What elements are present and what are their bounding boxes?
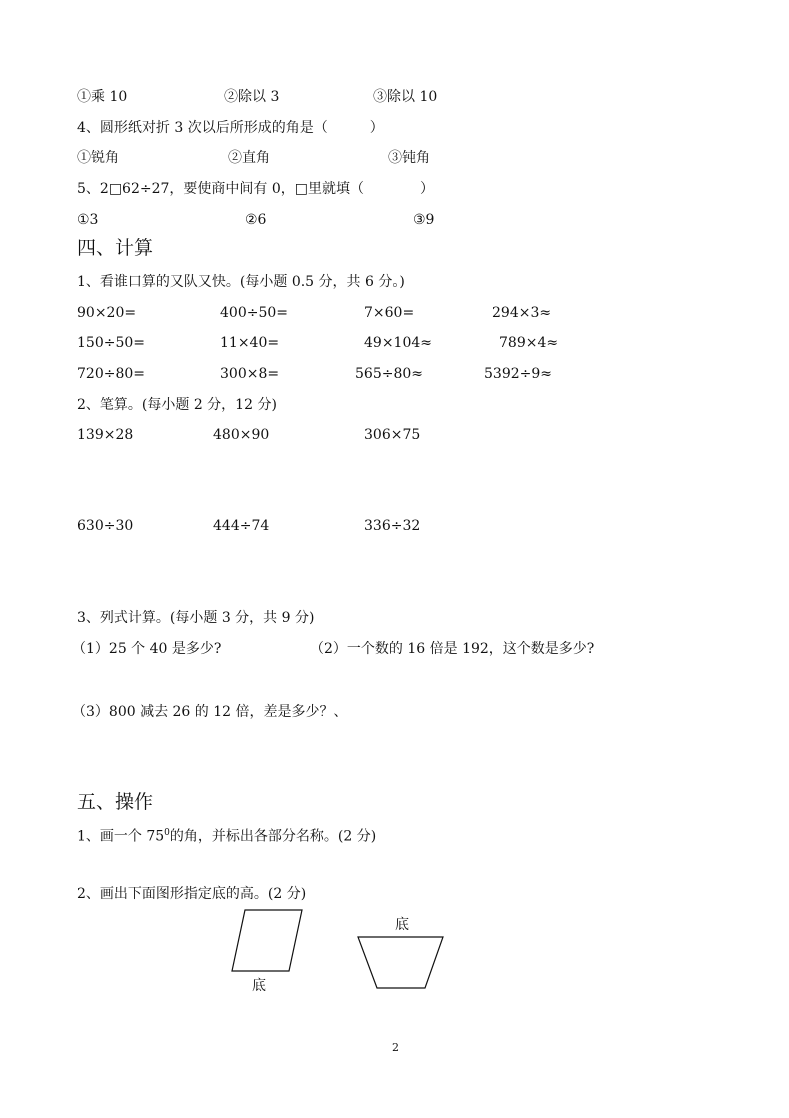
oral-item: 90×20=	[77, 305, 137, 321]
oral-item: 11×40=	[220, 335, 280, 351]
formula-problem-1: （1）25 个 40 是多少?	[72, 641, 222, 657]
q4-option-1: ①锐角	[77, 150, 119, 166]
oral-item: 300×8=	[220, 366, 280, 382]
section-title-calculation: 四、计算	[77, 237, 154, 259]
oral-item: 720÷80=	[77, 366, 145, 382]
option-1: ①乘 10	[77, 89, 128, 105]
q4-option-3: ③钝角	[388, 150, 430, 166]
written-item: 139×28	[77, 427, 134, 443]
written-calc-title: 2、笔算。(每小题 2 分，12 分)	[77, 397, 277, 413]
formula-calc-title: 3、列式计算。(每小题 3 分，共 9 分)	[77, 610, 315, 626]
option-3: ③除以 10	[373, 89, 438, 105]
oral-item: 5392÷9≈	[484, 366, 552, 382]
trapezoid	[358, 937, 443, 988]
oral-item: 565÷80≈	[355, 366, 423, 382]
written-item: 480×90	[213, 427, 270, 443]
page-number: 2	[392, 1041, 399, 1054]
oral-item: 7×60=	[364, 305, 415, 321]
question-4: 4、圆形纸对折 3 次以后所形成的角是（ ）	[77, 120, 384, 136]
q5-option-1: ①3	[77, 212, 99, 228]
oral-item: 789×4≈	[499, 335, 559, 351]
oral-item: 400÷50=	[220, 305, 288, 321]
operation-question-1: 1、画一个 $75^0$的角，并标出各部分名称。(2 分)	[77, 828, 377, 845]
degree-mark: 0	[164, 828, 170, 838]
oral-calc-title: 1、看谁口算的又队又快。(每小题 0.5 分，共 6 分。)	[77, 274, 405, 290]
written-item: 444÷74	[213, 518, 270, 534]
q4-option-2: ②直角	[228, 150, 270, 166]
oral-item: 150÷50=	[77, 335, 145, 351]
base-label-parallelogram: 底	[252, 978, 266, 994]
q5-option-3: ③9	[413, 212, 435, 228]
base-label-trapezoid: 底	[395, 917, 409, 933]
q5-option-2: ②6	[245, 212, 267, 228]
option-2: ②除以 3	[224, 89, 280, 105]
written-item: 306×75	[364, 427, 421, 443]
written-item: 630÷30	[77, 518, 134, 534]
written-item: 336÷32	[364, 518, 421, 534]
oral-item: 49×104≈	[364, 335, 432, 351]
question-5: 5、2□62÷27，要使商中间有 0，□里就填（ ）	[77, 181, 434, 197]
formula-problem-2: （2）一个数的 16 倍是 192，这个数是多少?	[310, 641, 595, 657]
oral-item: 294×3≈	[492, 305, 552, 321]
formula-problem-3: （3）800 减去 26 的 12 倍，差是多少？、	[72, 704, 348, 720]
parallelogram	[232, 910, 302, 971]
operation-question-2: 2、画出下面图形指定底的高。(2 分)	[77, 886, 307, 902]
section-title-operation: 五、操作	[77, 791, 154, 813]
